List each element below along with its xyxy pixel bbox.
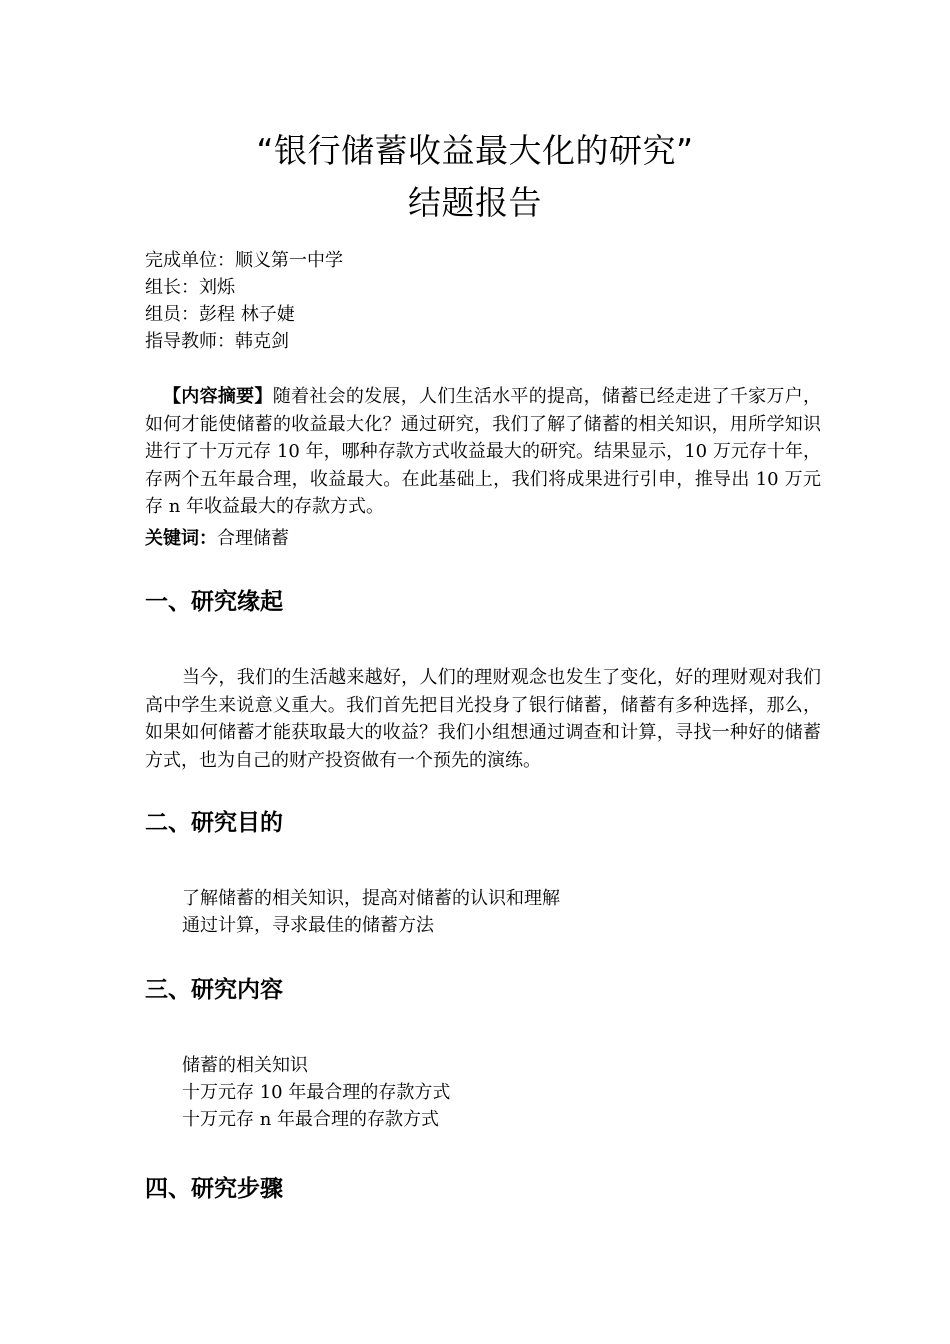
abstract-label: 【内容摘要】	[163, 386, 273, 407]
abstract-paragraph	[145, 383, 821, 521]
keywords-text: 合理储蓄	[217, 528, 289, 549]
keywords-line	[145, 526, 289, 552]
section-heading-steps: 四、研究步骤	[145, 1176, 283, 1202]
purpose-item: 通过计算，寻求最佳的储蓄方法	[182, 915, 434, 936]
members-line: 组员：彭程 林子婕	[145, 304, 295, 325]
content-item: 十万元存 n 年最合理的存款方式	[182, 1109, 440, 1130]
abstract-text: 随着社会的发展，人们生活水平的提高，储蓄已经走进了千家万户，如何才能使储蓄的收益最大化？通过研究，我们了解了储蓄的相关知识，用所学知识进行了十万元存 10 年，哪种存款方式收益最大的研究。结果显示，10 万元存十年，存两个五年最合理，收益最大。在此基础上，我们将成果进行引申，推导出 10 万元存 n 年收益最大的存款方式。	[145, 386, 822, 518]
content-item: 十万元存 10 年最合理的存款方式	[182, 1082, 451, 1103]
keywords-label: 关键词：	[145, 528, 217, 549]
unit-line: 完成单位：顺义第一中学	[145, 250, 343, 271]
report-subtitle: 结题报告	[408, 183, 542, 222]
content-item: 储蓄的相关知识	[182, 1055, 308, 1076]
origin-paragraph: 当今，我们的生活越来越好，人们的理财观念也发生了变化，好的理财观对我们高中学生来说意义重大。我们首先把目光投身了银行储蓄，储蓄有多种选择，那么，如果如何储蓄才能获取最大的收益？我们小组想通过调查和计算，寻找一种好的储蓄方式，也为自己的财产投资做有一个预先的演练。	[145, 667, 821, 771]
advisor-line: 指导教师：韩克剑	[145, 331, 289, 352]
report-title: “银行储蓄收益最大化的研究”	[256, 131, 694, 170]
purpose-item: 了解储蓄的相关知识，提高对储蓄的认识和理解	[182, 888, 560, 909]
leader-line: 组长：刘烁	[145, 277, 235, 298]
section-heading-purpose: 二、研究目的	[145, 810, 283, 836]
section-heading-origin: 一、研究缘起	[145, 589, 283, 615]
section-heading-content: 三、研究内容	[145, 977, 283, 1003]
